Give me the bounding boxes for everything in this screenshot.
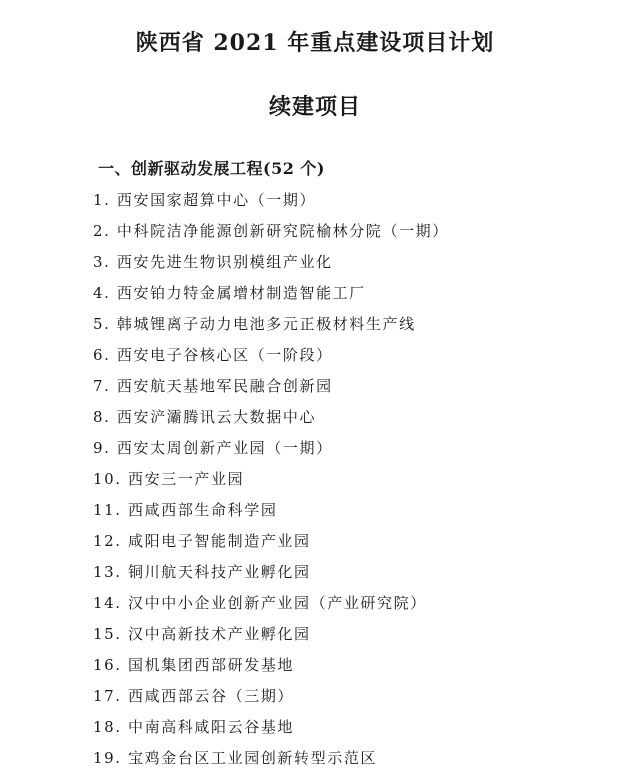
list-item: 4. 西安铂力特金属增材制造智能工厂 xyxy=(93,284,366,302)
list-item: 1. 西安国家超算中心（一期） xyxy=(93,191,317,209)
list-item: 12. 咸阳电子智能制造产业园 xyxy=(93,532,311,550)
list-item: 7. 西安航天基地军民融合创新园 xyxy=(93,377,333,395)
list-item: 17. 西咸西部云谷（三期） xyxy=(93,687,295,705)
list-item: 19. 宝鸡金台区工业园创新转型示范区 xyxy=(93,749,378,767)
list-item: 14. 汉中中小企业创新产业园（产业研究院） xyxy=(93,594,427,612)
list-item: 6. 西安电子谷核心区（一阶段） xyxy=(93,346,333,364)
document-subtitle: 续建项目 xyxy=(268,94,361,120)
list-item: 18. 中南高科咸阳云谷基地 xyxy=(93,718,295,736)
list-item: 3. 西安先进生物识别模组产业化 xyxy=(93,253,333,271)
list-item: 13. 铜川航天科技产业孵化园 xyxy=(93,563,311,581)
list-item: 2. 中科院洁净能源创新研究院榆林分院（一期） xyxy=(93,222,449,240)
document-title: 陕西省 2021 年重点建设项目计划 xyxy=(135,30,495,56)
project-list xyxy=(93,190,449,779)
list-item: 10. 西安三一产业园 xyxy=(93,470,245,488)
list-item: 9. 西安太周创新产业园（一期） xyxy=(93,439,333,457)
list-item: 16. 国机集团西部研发基地 xyxy=(93,656,295,674)
list-item: 8. 西安浐灞腾讯云大数据中心 xyxy=(93,408,317,426)
list-item: 15. 汉中高新技术产业孵化园 xyxy=(93,625,311,643)
section-heading: 一、创新驱动发展工程(52 个) xyxy=(98,159,325,178)
list-item: 11. 西咸西部生命科学园 xyxy=(93,501,278,519)
list-item: 5. 韩城锂离子动力电池多元正极材料生产线 xyxy=(93,315,416,333)
